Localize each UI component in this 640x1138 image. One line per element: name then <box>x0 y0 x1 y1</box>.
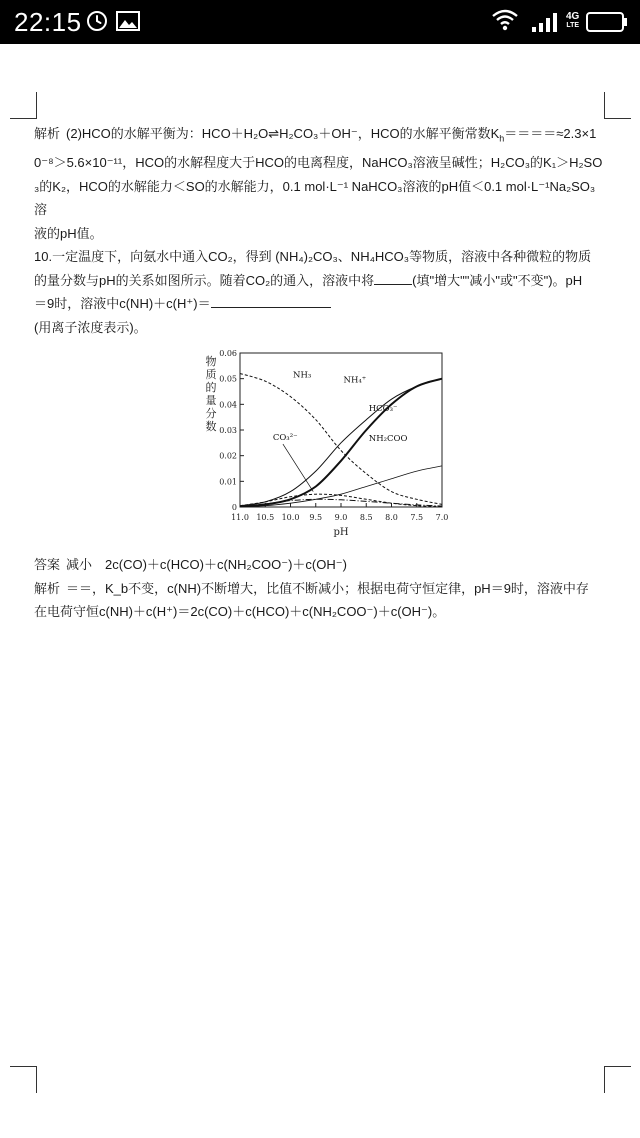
x-tick-label: 11.0 <box>231 513 249 523</box>
x-axis-label: pH <box>333 527 349 539</box>
question-line-3: ＝9时，溶液中c(NH)＋c(H⁺)＝ <box>34 292 608 316</box>
series-label-3: NH₂COO <box>368 433 408 444</box>
chart-frame <box>240 353 442 507</box>
alarm-icon <box>86 10 108 32</box>
status-bar <box>0 0 640 44</box>
document-page[interactable] <box>0 44 640 1138</box>
x-tick-label: 9.5 <box>309 513 323 523</box>
analysis-1-line-3: ₃的K₂，HCO的水解能力＜SO的水解能力，0.1 mol·L⁻¹ NaHCO₃溶液的pH值＜0.1 mol·L⁻¹Na₂SO₃溶 <box>34 178 596 218</box>
network-subtype: LTE <box>566 22 580 29</box>
question-line-4: (用离子浓度表示)。 <box>34 319 147 335</box>
fraction-vs-ph-chart <box>200 345 470 545</box>
x-tick-label: 8.5 <box>359 513 373 523</box>
y-tick-label: 0.06 <box>219 349 237 359</box>
question-line-1: 10.一定温度下，向氨水中通入CO₂，得到 (NH₄)₂CO₃、NH₄HCO₃等物质，溶液中各种微粒的物质 <box>34 249 592 265</box>
series-label-2: HCO₃⁻ <box>368 403 398 414</box>
answer-blank-1 <box>374 270 412 285</box>
answer-section <box>34 553 608 624</box>
gallery-icon <box>116 10 140 32</box>
x-tick-label: 9.0 <box>334 513 348 523</box>
analysis-2-label: 解析 <box>34 580 61 596</box>
crop-mark-bottom-right <box>604 1066 631 1093</box>
answer-label: 答案 <box>34 557 61 573</box>
analysis-1-label: 解析 <box>34 126 61 141</box>
answer-blank-2 <box>211 293 331 308</box>
analysis-2-line-2: 在电荷守恒c(NH)＋c(H⁺)＝2c(CO)＋c(HCO)＋c(NH₂COO⁻)＋c(OH⁻)。 <box>34 604 446 620</box>
battery-icon <box>586 12 628 32</box>
analysis-1-line-2: 0⁻⁸＞5.6×10⁻¹¹，HCO的水解程度大于HCO的电离程度，NaHCO₃溶液呈碱性；H₂CO₃的K₁＞H₂SO <box>34 155 603 171</box>
series-label-0: NH₃ <box>293 370 312 381</box>
chart-figure <box>34 345 608 545</box>
x-tick-label: 8.0 <box>385 513 398 523</box>
crop-mark-bottom-left <box>10 1066 37 1093</box>
document-content <box>34 122 608 624</box>
question-line-2: 的量分数与pH的关系如图所示。随着CO₂的通入，溶液中将 (填"增大""减小"或"不变")。pH <box>34 269 608 293</box>
y-tick-label: 0 <box>231 503 237 513</box>
y-tick-label: 0.03 <box>219 426 237 436</box>
wifi-icon <box>490 8 520 32</box>
network-indicator <box>566 12 579 30</box>
signal-icon <box>530 10 560 34</box>
series-label-1: NH₄⁺ <box>343 375 367 386</box>
x-tick-label: 10.5 <box>256 513 275 523</box>
network-type: 4G <box>566 11 580 22</box>
status-time: 22:15 <box>14 7 82 37</box>
x-tick-label: 7.0 <box>435 513 449 523</box>
y-tick-label: 0.04 <box>219 400 237 410</box>
x-tick-label: 10.0 <box>281 513 300 523</box>
co3-leader-line <box>283 444 313 491</box>
chart-y-label: 物质的量分数 <box>205 355 217 434</box>
series-label-4: CO₃²⁻ <box>272 432 298 443</box>
series-line-1 <box>240 379 442 506</box>
crop-mark-top-right <box>604 92 631 119</box>
y-tick-label: 0.02 <box>219 451 237 461</box>
y-tick-label: 0.01 <box>219 477 237 487</box>
analysis-1-line-4: 液的pH值。 <box>34 225 103 241</box>
analysis-2-line-1: 解析 ＝＝，K_b不变，c(NH)不断增大，比值不断减小；根据电荷守恒定律，pH＝9时，溶液中存 <box>34 580 589 596</box>
analysis-1-line-1: 解析 (2)HCO的水解平衡为：HCO＋H₂O⇌H₂CO₃＋OH⁻，HCO的水解平衡常数$K_h====\approx 2.3\times 1$ <box>34 126 597 144</box>
crop-mark-top-left <box>10 92 37 119</box>
x-tick-label: 7.5 <box>410 513 424 523</box>
answer-line: 答案 减小 2c(CO)＋c(HCO)＋c(NH₂COO⁻)＋c(OH⁻) <box>34 557 347 573</box>
series-line-0 <box>240 374 442 505</box>
y-tick-label: 0.05 <box>219 374 237 384</box>
